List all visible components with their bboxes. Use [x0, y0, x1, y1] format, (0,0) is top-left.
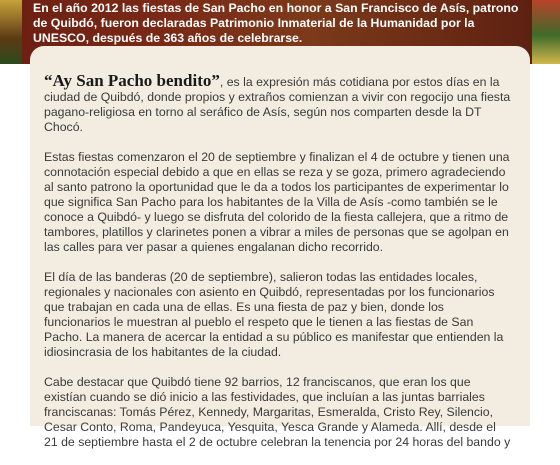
hero-photo-edge-right [532, 0, 560, 64]
article-paragraph: El día de las banderas (20 de septiembre), salieron todas las entidades locales, regionales y nacionales con asiento en Quibdó, representadas por los funcionarios que trabajan en cada una de ellas. Es una fiesta de paz y bien, donde los funcionarios le muestran al pueblo el respeto que le tienen a las fiestas de San Pacho. La manera de acercar la entidad a su público es manifestar que entienden la idiosincrasia de los habitantes de la ciudad. [44, 270, 504, 359]
article-paragraph: Cabe destacar que Quibdó tiene 92 barrios, 12 franciscanos, que eran los que existían cuando se dió inicio a las festividades, que incluían a las juntas barriales franciscanas: Tomás Pérez, Kennedy, Margaritas, Esmeralda, Cristo Rey, Silencio, Cesar Conto, Roma, Pandeyuca, Yesquita, Yesca Grande y Alameda. Allí, desde el 21 de septiembre hasta el 2 de octubre celebran la tenencia por 24 horas del bando y [44, 375, 511, 449]
hero-caption: En el año 2012 las fiestas de San Pacho en honor a San Francisco de Asís, patrono de Quibdó, fueron declaradas Patrimonio Inmaterial de la Humanidad por la UNESCO, después de 363 años de celebrarse. [33, 1, 519, 45]
hero-photo-edge-left [0, 0, 22, 64]
article-body [44, 73, 512, 465]
article-card [30, 46, 530, 449]
lead-paragraph [44, 73, 512, 135]
lead-quote: “Ay San Pacho bendito” [44, 71, 220, 90]
article-paragraph: Estas fiestas comenzaron el 20 de septiembre y finalizan el 4 de octubre y tienen una connotación especial debido a que en ellas se reza y se goza, primero agradeciendo al santo patrono la oportunidad que le da a todos los participantes de experimentar lo que significa San Pacho para los habitantes de la Villa de Asís -como también se le conoce a Quibdó- y luego se disfruta del colorido de la fiesta callejera, que a ritmo de tambores, platillos y clarinetes ponen a vibrar a miles de personas que se agolpan en las calles para ver pasar a quienes engalanan dicho recorrido. [44, 150, 510, 254]
lead-text: , es la expresión más cotidiana por estos días en la ciudad de Quibdó, donde propios y extraños comienzan a vivir con regocijo una fiesta pagano-religiosa en torno al seráfico de Asís, según nos comparten desde la DT Chocó. [44, 75, 511, 134]
